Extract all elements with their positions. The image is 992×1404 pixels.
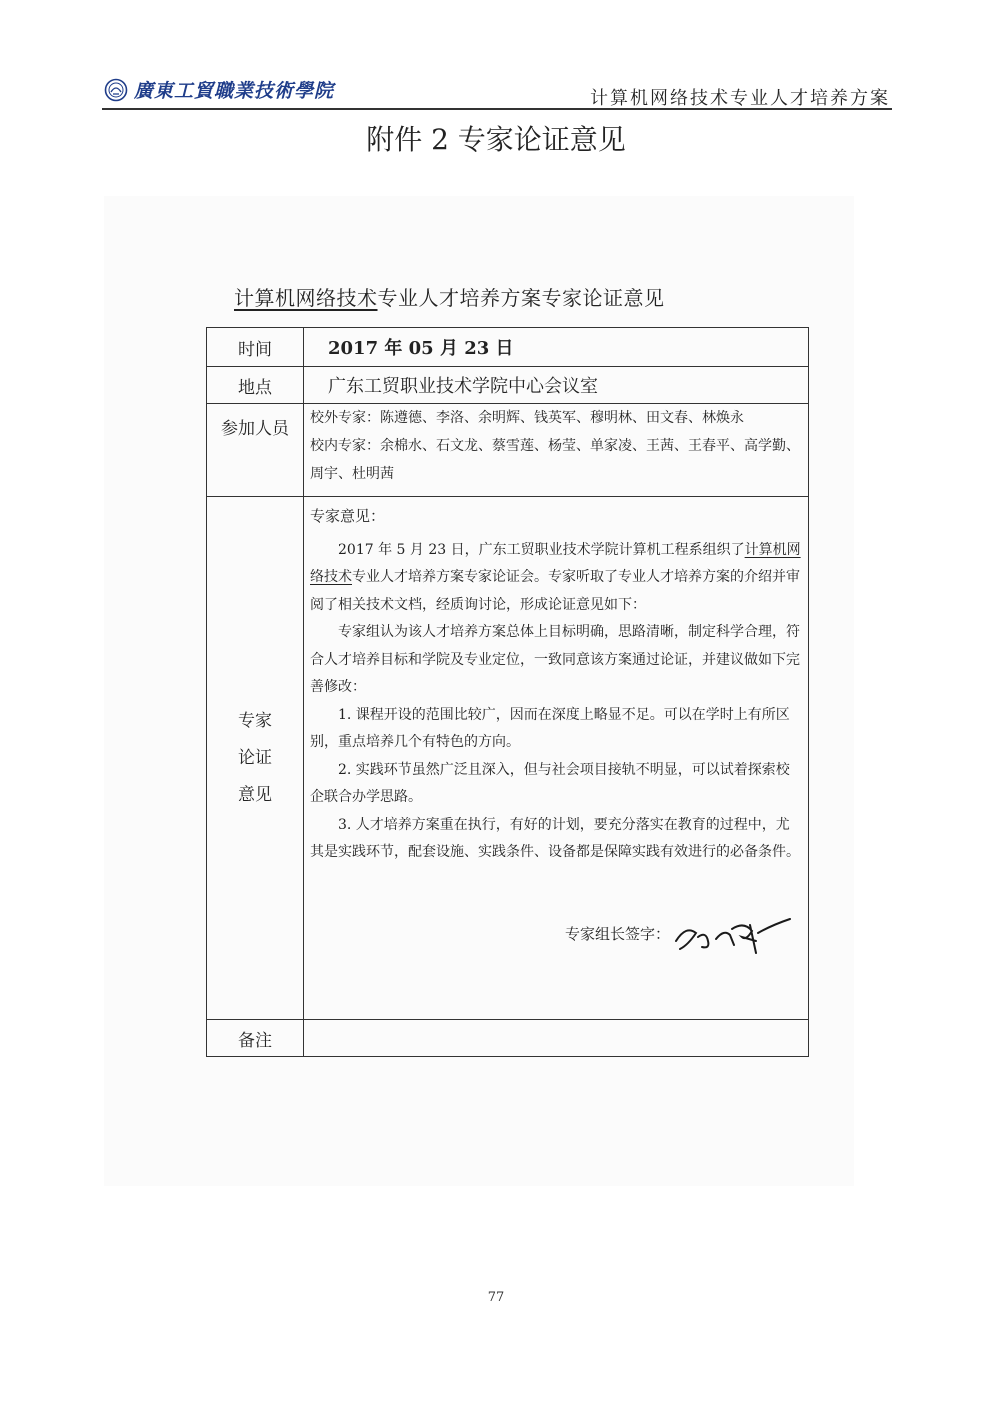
school-logo: [104, 76, 334, 103]
expert-opinion-table: [206, 327, 809, 1057]
signature-label: 专家组长签字：: [564, 925, 670, 944]
note-label: 备注: [207, 1020, 304, 1057]
form-title-major: 计算机网络技术: [234, 286, 378, 310]
time-label: 时间: [207, 328, 304, 367]
opinion-heading: 专家意见：: [310, 507, 386, 525]
para1-before: 2017 年 5 月 23 日，广东工贸职业技术学院计算机工程系组织了: [338, 541, 745, 558]
logo-text: 廣東工貿職業技術學院: [134, 80, 335, 102]
participants-label: 参加人员: [207, 404, 304, 497]
opinion-paragraph: 专家组认为该人才培养方案总体上目标明确，思路清晰，制定科学合理，符合人才培养目标和学院及专业定位，一致同意该方案通过论证，并建议做如下完善修改：: [310, 624, 800, 695]
place-label: 地点: [207, 367, 304, 404]
page-title: 附件 2 专家论证意见: [366, 123, 626, 156]
school-emblem-icon: [104, 78, 128, 102]
table-row-participants: [207, 404, 809, 497]
table-row-time: [207, 328, 809, 367]
opinion-label: [207, 497, 304, 1020]
opinion-content: [304, 497, 809, 1020]
suggestion-item: 2. 实践环节虽然广泛且深入，但与社会项目接轨不明显，可以试着探索校企联合办学思路。: [310, 761, 790, 805]
suggestion-item: 1. 课程开设的范围比较广，因而在深度上略显不足。可以在学时上有所区别，重点培养几个有特色的方向。: [310, 706, 790, 750]
header-document-title: 计算机网络技术专业人才培养方案: [590, 88, 890, 109]
para1-after: 专业人才培养方案专家论证会。专家听取了专业人才培养方案的介绍并审阅了相关技术文档，经质询讨论，形成论证意见如下：: [310, 569, 800, 613]
page-number: 77: [487, 1290, 505, 1305]
opinion-label-line: 论证: [238, 747, 272, 768]
opinion-label-line: 意见: [238, 784, 272, 805]
form-title: [234, 282, 665, 311]
suggestion-item: 3. 人才培养方案重在执行，有好的计划，要充分落实在教育的过程中，尤其是实践环节，配套设施、实践条件、设备都是保障实践有效进行的必备条件。: [310, 816, 800, 860]
internal-experts: 校内专家：余棉水、石文龙、蔡雪莲、杨莹、单家凌、王茜、王春平、高学勤、周宇、杜明茜: [310, 438, 800, 482]
form-title-rest: 专业人才培养方案专家论证意见: [377, 286, 665, 310]
table-row-place: [207, 367, 809, 404]
time-value: 2017 年 05 月 23 日: [304, 328, 809, 367]
participants-value: [304, 404, 809, 497]
leader-signature-block: [565, 911, 792, 959]
external-experts: 校外专家：陈遵德、李洛、余明辉、钱英军、穆明林、田文春、林焕永: [310, 410, 744, 426]
table-row-note: [207, 1020, 809, 1057]
opinion-label-line: 专家: [238, 710, 272, 731]
place-value: 广东工贸职业技术学院中心会议室: [304, 367, 809, 404]
table-row-opinion: [207, 497, 809, 1020]
handwritten-signature: [672, 911, 792, 959]
opinion-paragraph: [310, 537, 802, 620]
para1-major: 计算机网络技术: [310, 541, 801, 585]
page-header: [102, 72, 892, 110]
note-value: [304, 1020, 809, 1057]
